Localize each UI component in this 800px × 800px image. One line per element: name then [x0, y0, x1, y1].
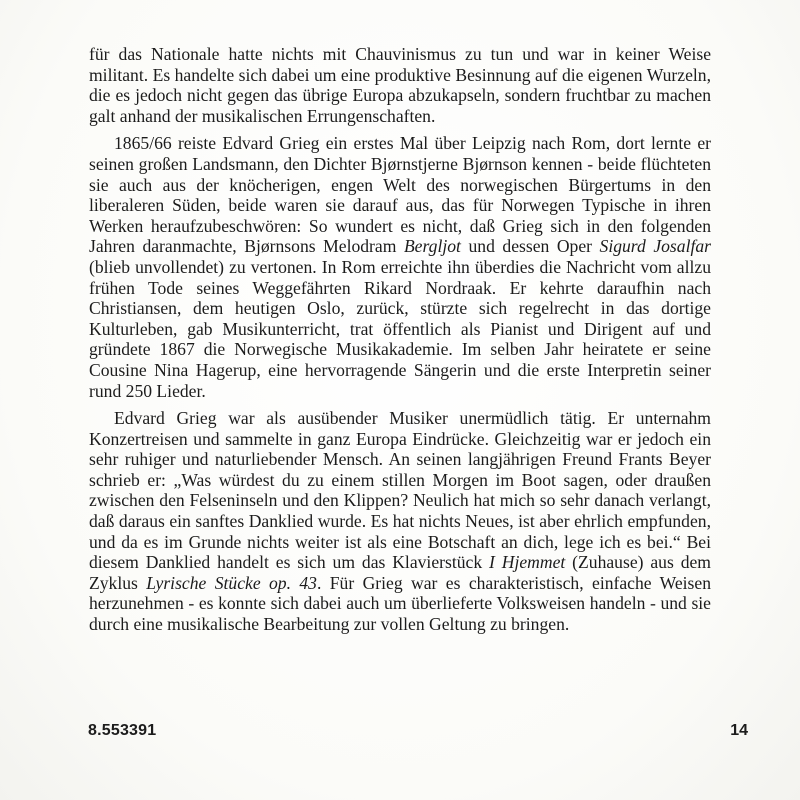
page-number: 14 [730, 722, 748, 739]
text-segment: Edvard Grieg war als ausübender Musiker unermüdlich tätig. Er unternahm Konzertreisen und sammelte in ganz Europa Eindrücke. Gleichzeitig war er jedoch ein sehr ruhiger und naturliebender Mensch. An seinen langjährigen Freund Frants Beyer schrieb er: „Was würdest du zu einem stillen Morgen im Boot sagen, oder draußen zwischen den Felseninseln und den Klippen? Neulich hat mich so sehr danach verlangt, daß daraus ein sanftes Danklied wurde. Es hat nichts Neues, ist aber ehrlich empfunden, und da es im Grunde nichts weiter ist als eine Botschaft an dich, lege ich es bei.“ Bei diesem Danklied handelt es sich um das Klavierstück [89, 408, 711, 573]
paragraph-3 [89, 408, 711, 635]
text-segment: (Zuhause) aus dem Zyklus [89, 552, 711, 593]
body-text [89, 44, 711, 642]
paragraph-2 [89, 133, 711, 401]
italic-title: Lyrische Stücke op. 43 [146, 572, 317, 593]
text-segment: für das Nationale hatte nichts mit Chauvinismus zu tun und war in keiner Weise militant. Es handelte sich dabei um eine produktive Besinnung auf die eigenen Wurzeln, die es jedoch nicht gegen das übrige Europa abzukapseln, sondern fruchtbar zu machen galt anhand der musikalischen Errungenschaften. [89, 44, 711, 126]
text-segment: 1865/66 reiste Edvard Grieg ein erstes Mal über Leipzig nach Rom, dort lernte er seinen großen Landsmann, den Dichter Bjørnstjerne Bjørnson kennen - beide flüchteten sie auch aus der knöcherigen, engen Welt des norwegischen Bürgertums in den liberaleren Süden, beide waren sie darauf aus, das für Norwegen Typische in ihren Werken heraufzubeschwören: So wundert es nicht, daß Grieg sich in den folgenden Jahren daranmachte, Bjørnsons Melodram [89, 133, 711, 257]
paragraph-1 [89, 44, 711, 126]
text-segment: und dessen Oper [460, 236, 600, 257]
italic-title: Sigurd Josalfar [599, 236, 711, 257]
text-segment: (blieb unvollendet) zu vertonen. In Rom erreichte ihn überdies die Nachricht vom allzu frühen Tode seines Weggefährten Rikard Nordraak. Er kehrte daraufhin nach Christiansen, dem heutigen Oslo, zurück, stürzte sich regelrecht in das dortige Kulturleben, gab Musikunterricht, trat öffentlich als Pianist und Dirigent auf und gründete 1867 die Norwegische Musikakademie. Im selben Jahr heiratete er seine Cousine Nina Hagerup, eine hervorragende Sängerin und die erste Interpretin seiner rund 250 Lieder. [89, 256, 711, 401]
italic-title: I Hjemmet [489, 552, 566, 573]
text-segment: . Für Grieg war es charakteristisch, einfache Weisen herzunehmen - es konnte sich dabei auch um überlieferte Volksweisen handeln - und sie durch eine musikalische Bearbeitung zur vollen Geltung zu bringen. [89, 572, 711, 635]
catalog-number: 8.553391 [88, 722, 157, 739]
italic-title: Bergljot [403, 236, 461, 257]
